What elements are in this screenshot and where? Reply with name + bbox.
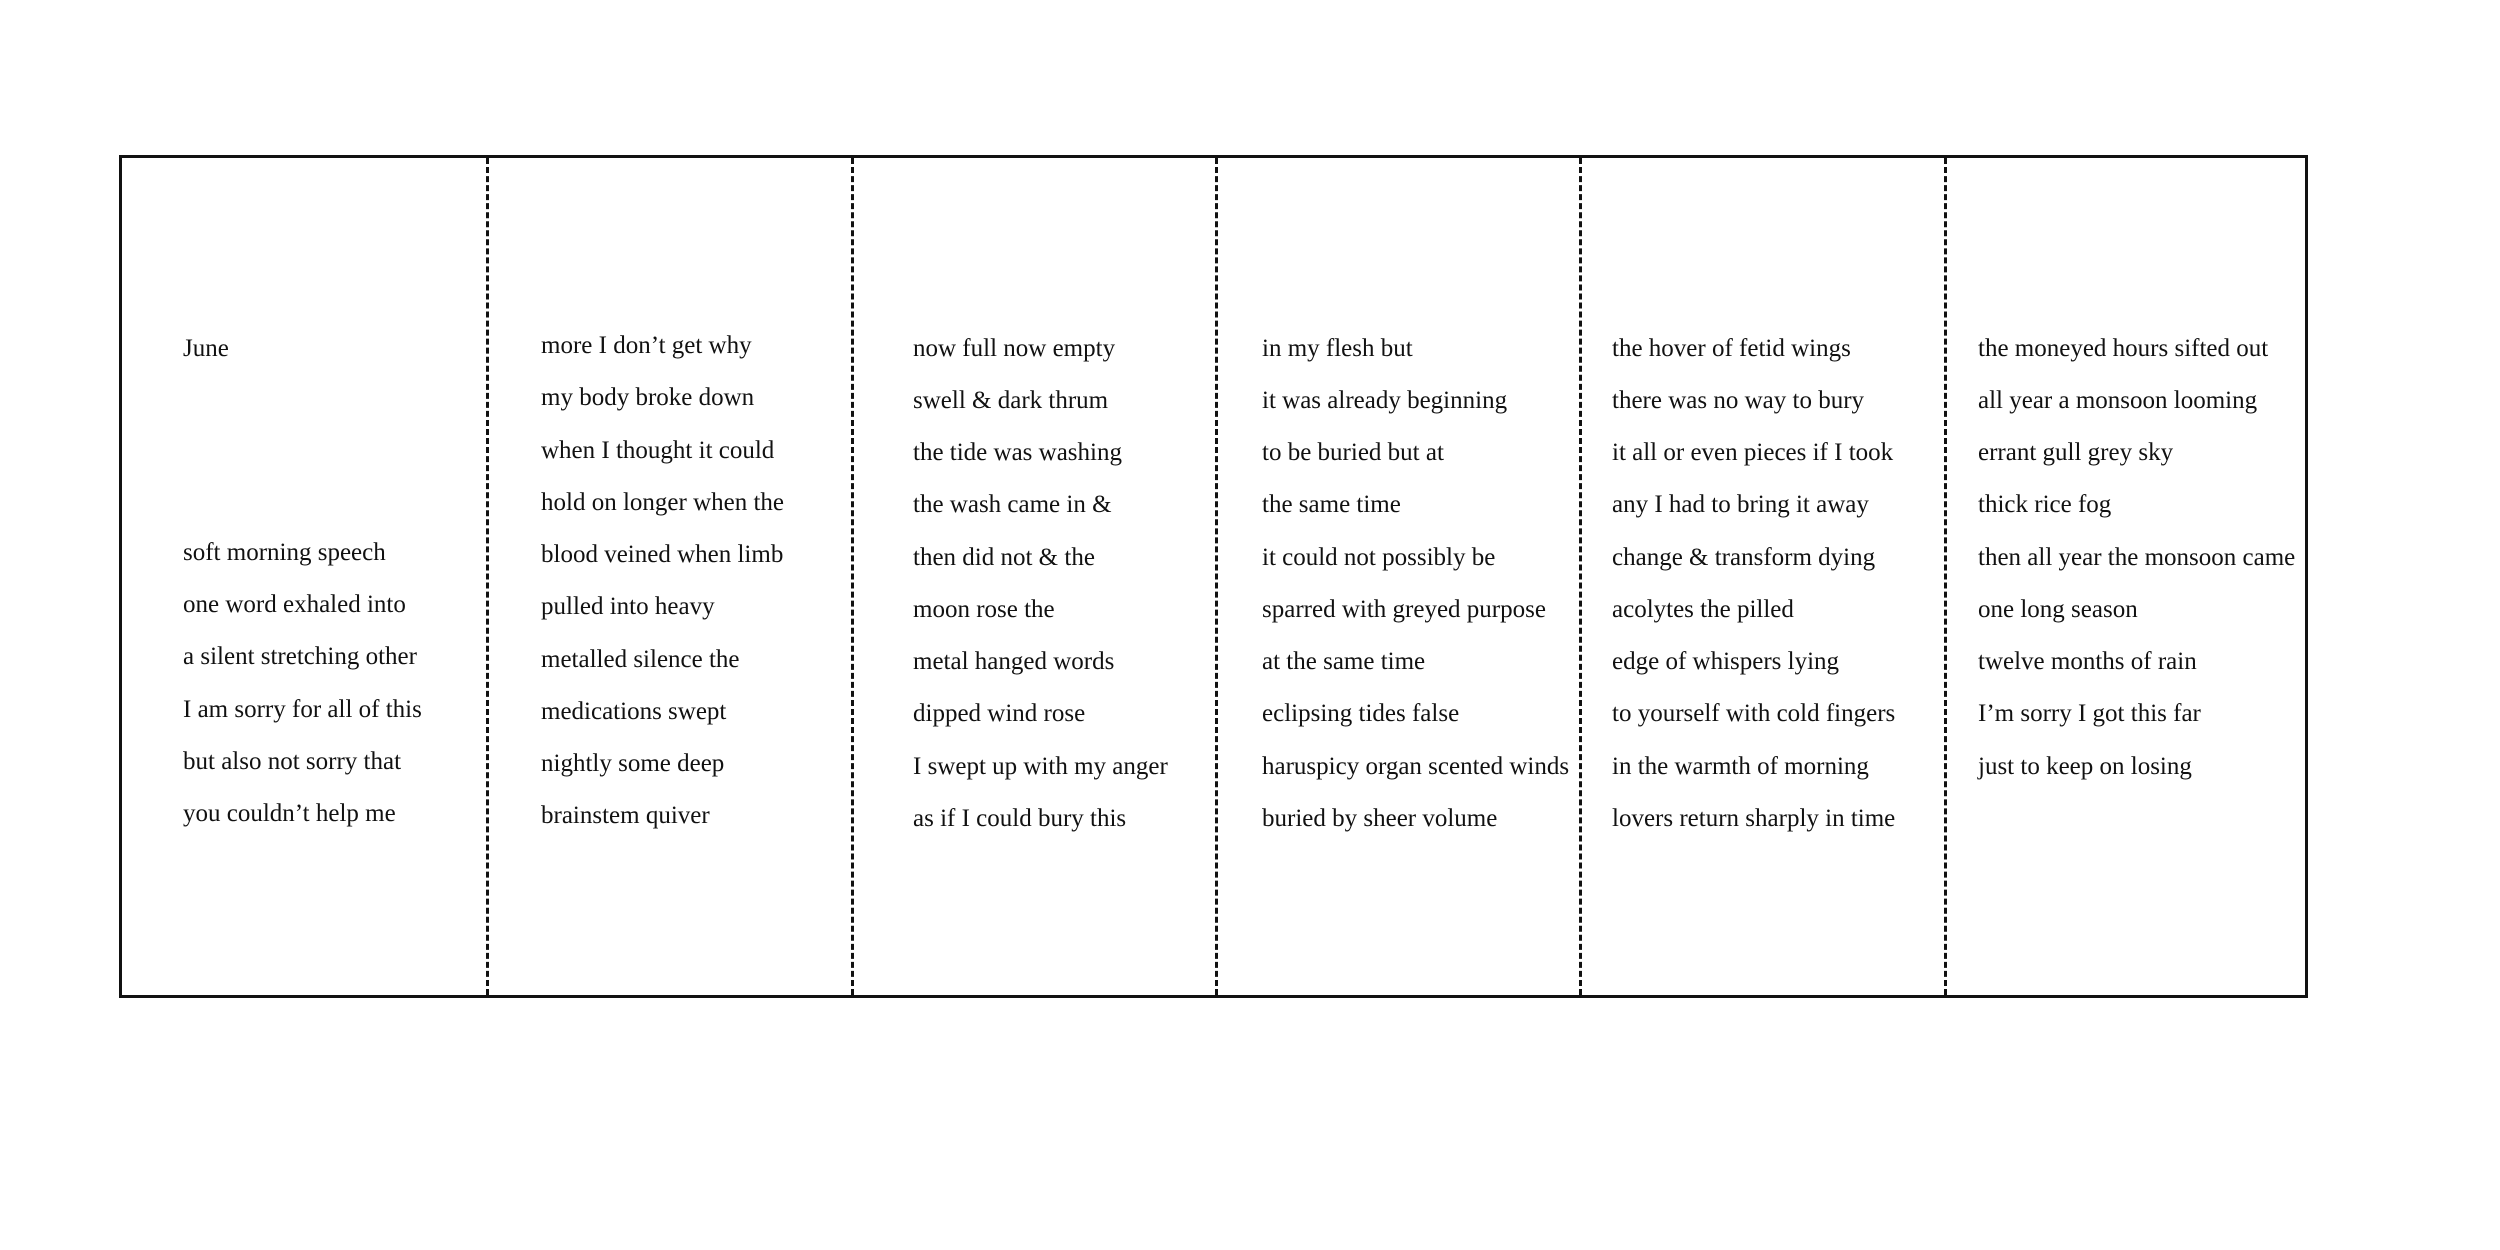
poem-line: the moneyed hours sifted out xyxy=(1978,335,2269,362)
poem-line: but also not sorry that xyxy=(183,748,402,775)
fold-line xyxy=(1944,158,1947,995)
poem-line: hold on longer when the xyxy=(541,489,785,516)
poem-frame xyxy=(119,155,2308,998)
poem-line: a silent stretching other xyxy=(183,643,417,670)
poem-title: June xyxy=(183,335,229,362)
poem-line: it all or even pieces if I took xyxy=(1612,439,1894,466)
poem-line: one word exhaled into xyxy=(183,591,406,618)
poem-line: to yourself with cold fingers xyxy=(1612,700,1896,727)
poem-line: any I had to bring it away xyxy=(1612,491,1869,518)
poem-line: swell & dark thrum xyxy=(913,387,1109,414)
poem-line: all year a monsoon looming xyxy=(1978,387,2258,414)
poem-line: it could not possibly be xyxy=(1262,544,1496,571)
poem-line: I swept up with my anger xyxy=(913,753,1168,780)
poem-line: soft morning speech xyxy=(183,539,386,566)
poem-line: edge of whispers lying xyxy=(1612,648,1840,675)
poem-line: the hover of fetid wings xyxy=(1612,335,1851,362)
poem-line: when I thought it could xyxy=(541,437,775,464)
poem-line: change & transform dying xyxy=(1612,544,1876,571)
poem-line: haruspicy organ scented winds xyxy=(1262,753,1570,780)
poem-line: as if I could bury this xyxy=(913,805,1127,832)
poem-line: the wash came in & xyxy=(913,491,1112,518)
poem-line: in the warmth of morning xyxy=(1612,753,1869,780)
poem-line: buried by sheer volume xyxy=(1262,805,1498,832)
poem-line: you couldn’t help me xyxy=(183,800,396,827)
poem-line: errant gull grey sky xyxy=(1978,439,2174,466)
poem-line: nightly some deep xyxy=(541,750,725,777)
poem-line: in my flesh but xyxy=(1262,335,1413,362)
poem-line: the same time xyxy=(1262,491,1401,518)
poem-line: just to keep on losing xyxy=(1978,753,2192,780)
poem-line: then did not & the xyxy=(913,544,1095,571)
poem-line: metalled silence the xyxy=(541,646,740,673)
poem-line: blood veined when limb xyxy=(541,541,784,568)
poem-line: pulled into heavy xyxy=(541,593,715,620)
poem-line: then all year the monsoon came xyxy=(1978,544,2296,571)
poem-line: twelve months of rain xyxy=(1978,648,2197,675)
poem-line: eclipsing tides false xyxy=(1262,700,1460,727)
poem-line: the tide was washing xyxy=(913,439,1122,466)
poem-line: thick rice fog xyxy=(1978,491,2112,518)
fold-line xyxy=(1215,158,1218,995)
poem-line: there was no way to bury xyxy=(1612,387,1865,414)
poem-line: brainstem quiver xyxy=(541,802,710,829)
poem-line: more I don’t get why xyxy=(541,332,752,359)
poem-line: sparred with greyed purpose xyxy=(1262,596,1546,623)
fold-line xyxy=(851,158,854,995)
poem-line: one long season xyxy=(1978,596,2138,623)
poem-line: acolytes the pilled xyxy=(1612,596,1794,623)
fold-line xyxy=(486,158,489,995)
fold-line xyxy=(1579,158,1582,995)
poem-line: my body broke down xyxy=(541,384,755,411)
poem-line: I’m sorry I got this far xyxy=(1978,700,2201,727)
poem-line: now full now empty xyxy=(913,335,1116,362)
poem-line: to be buried but at xyxy=(1262,439,1444,466)
poem-line: lovers return sharply in time xyxy=(1612,805,1896,832)
poem-line: dipped wind rose xyxy=(913,700,1086,727)
poem-line: at the same time xyxy=(1262,648,1426,675)
poem-line: I am sorry for all of this xyxy=(183,696,422,723)
poem-line: metal hanged words xyxy=(913,648,1115,675)
poem-line: moon rose the xyxy=(913,596,1055,623)
poem-line: medications swept xyxy=(541,698,727,725)
poem-line: it was already beginning xyxy=(1262,387,1508,414)
